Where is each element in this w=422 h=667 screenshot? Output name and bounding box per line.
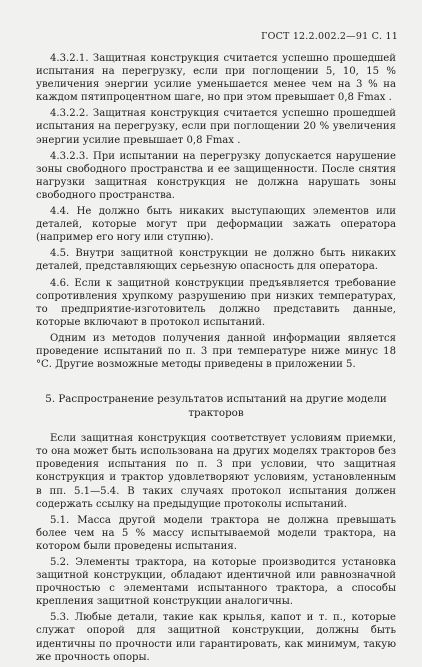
paragraph-4-3-2-2: 4.3.2.2. Защитная конструкция считается успешно прошедшей испытания на перегрузку, если при поглощении 20 % увеличения энергии усилие превышает 0,8 Fmax .	[36, 108, 396, 146]
paragraph-5-3: 5.3. Любые детали, такие как крылья, капот и т. п., которые служат опорой для защитной конструкции, должны быть идентичны по прочности или гарантировать, как минимум, такую же прочность опоры.	[36, 612, 396, 663]
paragraph-5-intro: Если защитная конструкция соответствует условиям приемки, то она может быть использована на других моделях тракторов без проведения испытания по п. 3 при условии, что защитная конструкция и трактор удовлетворяют условиям, установленным в пп. 5.1—5.4. В таких случаях протокол испытания должен содержать ссылку на предыдущие протоколы испытаний.	[36, 433, 396, 510]
paragraph-4-4: 4.4. Не должно быть никаких выступающих элементов или деталей, которые могут при деформации зажать оператора (например его ногу или ступню).	[36, 206, 396, 244]
page-header: ГОСТ 12.2.002.2—91 С. 11	[261, 31, 398, 42]
paragraph-4-3-2-1: 4.3.2.1. Защитная конструкция считается успешно прошедшей испытания на перегрузку, если при поглощении 5, 10, 15 % увеличения энергии усилие уменьшается менее чем на 3 % на каждом пятипроцентном шаге, но при этом превышает 0,8 Fmax .	[36, 53, 396, 104]
paragraph-4-5: 4.5. Внутри защитной конструкции не должно быть никаких деталей, представляющих серьезную опасность для оператора.	[36, 248, 396, 273]
paragraph-4-6-note: Одним из методов получения данной информации является проведение испытаний по п. 3 при температуре ниже минус 18 °С. Другие возможные методы приведены в приложении 5.	[36, 332, 396, 371]
section-title: 5. Распространение результатов испытаний на другие модели тракторов	[45, 393, 387, 420]
paragraph-5-1: 5.1. Масса другой модели трактора не должна превышать более чем на 5 % массу испытываемой модели трактора, на котором были проведены испытания.	[36, 514, 396, 552]
paragraph-4-3-2-3: 4.3.2.3. При испытании на перегрузку допускается нарушение зоны свободного пространства и ее защищенности. После снятия нагрузки защитная конструкция не должна нарушать зоны свободного пространства.	[36, 150, 396, 201]
paragraph-4-6: 4.6. Если к защитной конструкции предъявляется требование сопротивления хрупкому разрушению при низких температурах, то предприятие-изготовитель должно представить данные, которые включают в протокол испытаний.	[36, 277, 396, 328]
paragraph-5-2: 5.2. Элементы трактора, на которые производится установка защитной конструкции, обладают идентичной или равнозначной прочностью с элементами испытанного трактора, а способы крепления защитной конструкции аналогичны.	[36, 557, 396, 608]
page-content	[36, 52, 396, 667]
